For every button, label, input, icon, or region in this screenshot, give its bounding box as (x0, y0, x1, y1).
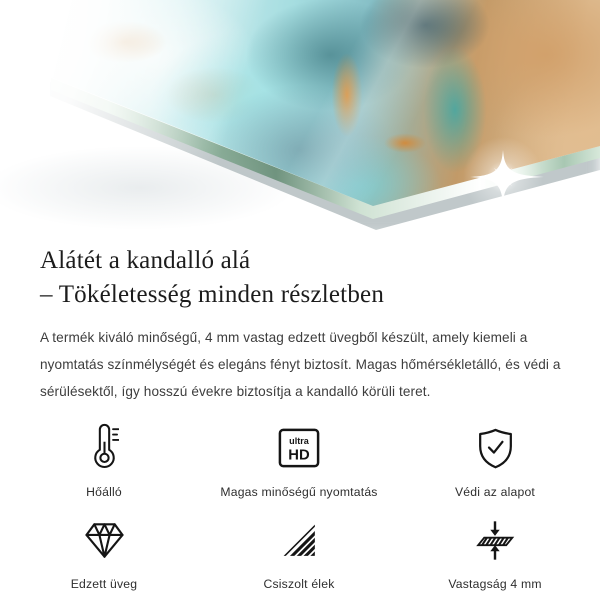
thermometer-icon (90, 422, 119, 474)
diamond-icon (84, 522, 125, 559)
feature-tempered-glass (40, 513, 168, 591)
page-title-line-2: – Tökéletesség minden részletben (40, 281, 385, 308)
shield-check-icon (476, 427, 515, 470)
feature-label: Vastagság 4 mm (448, 577, 542, 591)
page-title (40, 244, 560, 312)
product-description: A termék kiváló minőségű, 4 mm vastag edzett üvegből készült, amely kiemeli a nyomtatás színmélységét és elegáns fényt biztosít. Magas hőmérsékletálló, és védi a sérülésektől, így hosszú évekre biztosítja a kandalló körüli teret. (40, 330, 561, 399)
feature-label: Védi az alapot (454, 485, 536, 499)
feature-label: Csiszolt élek (263, 577, 335, 591)
ultra-hd-icon (277, 427, 321, 469)
feature-heat-resistant (40, 421, 168, 499)
feature-thickness (430, 513, 560, 591)
product-info-section (0, 244, 600, 591)
page-title-line-1: Alátét a kandalló alá (40, 247, 251, 274)
feature-print-quality (168, 421, 430, 499)
ultra-hd-badge-top: ultra (289, 436, 309, 447)
features-grid (40, 421, 560, 591)
feature-label: Magas minőségű nyomtatás (220, 485, 378, 499)
thickness-icon (475, 519, 515, 562)
polished-edges-icon (280, 521, 318, 559)
ultra-hd-badge-bottom: HD (288, 447, 310, 464)
product-image (0, 0, 600, 236)
feature-protects-base (430, 421, 560, 499)
sparkle-icon (458, 132, 548, 222)
feature-label: Edzett üveg (70, 577, 138, 591)
feature-label: Hőálló (86, 485, 122, 499)
feature-polished-edges (168, 513, 430, 591)
